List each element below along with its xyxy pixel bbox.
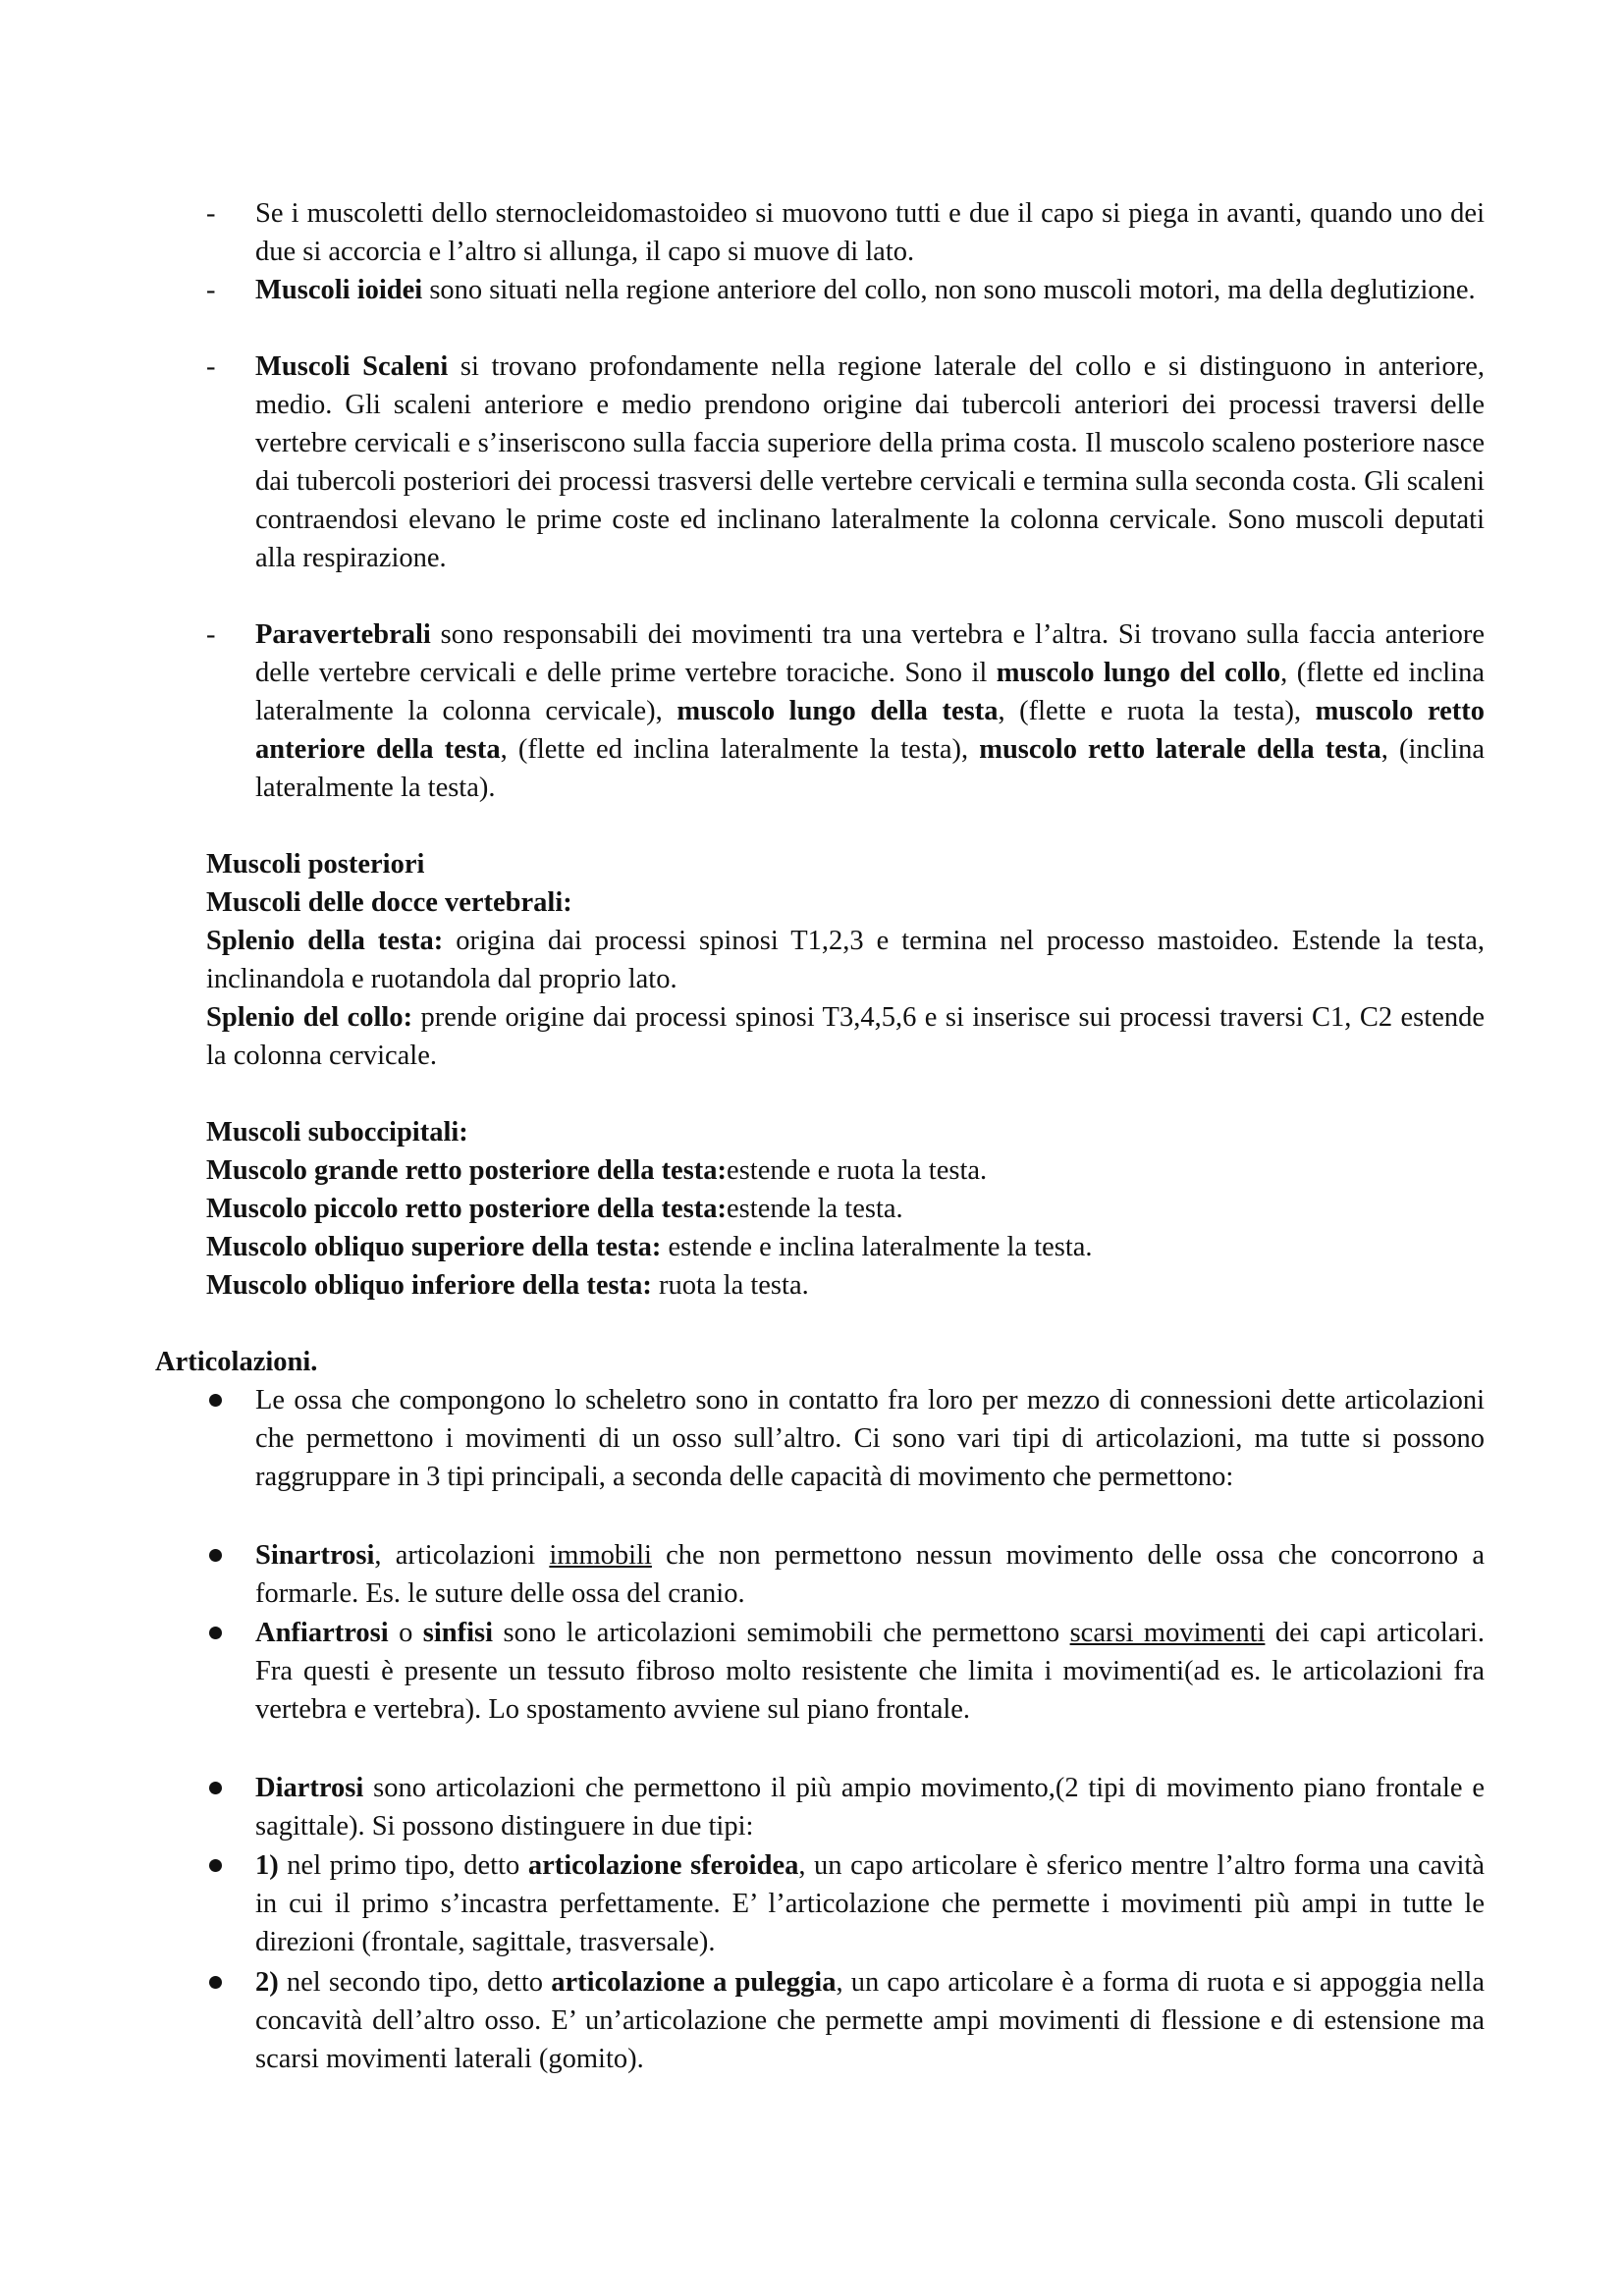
muscle-line: [206, 1266, 1485, 1305]
text-run: sono le articolazioni semimobili che permettono: [493, 1618, 1070, 1648]
bold-run: articolazione a puleggia: [551, 1967, 837, 1998]
list-item-text: [255, 1614, 1485, 1729]
list-item-text: [255, 1381, 1485, 1496]
text-run: , (flette ed inclina lateralmente la testa),: [500, 734, 980, 765]
text-run: Le ossa che compongono lo scheletro sono in contatto fra loro per mezzo di connessioni dette articolazioni che permettono i movimenti di un osso sull’altro. Ci sono vari tipi di articolazioni, ma tutte si possono raggruppare in 3 tipi principali, a seconda delle capacità di movimento che permettono:: [255, 1385, 1485, 1492]
bold-run: articolazione sferoidea: [527, 1850, 799, 1881]
muscle-line: [206, 1151, 1485, 1190]
muscle-line: [206, 1228, 1485, 1266]
dash-marker: -: [206, 198, 216, 229]
bullet-icon: [209, 1394, 222, 1407]
text-run: che non permettono nessun movimento delle ossa che concorrono a formarle. Es. le suture delle ossa del cranio.: [255, 1540, 1485, 1609]
text-run: , (inclina lateralmente la testa).: [255, 734, 1486, 803]
articulations-heading: Articolazioni.: [155, 1347, 318, 1377]
section-subtitle: Muscoli delle docce vertebrali:: [206, 887, 572, 918]
bold-run: Muscolo piccolo retto posteriore della testa:: [206, 1194, 728, 1224]
bold-run: 1): [255, 1850, 279, 1881]
text-run: , (flette e ruota la testa),: [998, 696, 1316, 726]
list-item-text: [255, 1846, 1485, 1961]
text-run: ruota la testa.: [651, 1270, 809, 1301]
bold-run: 2): [255, 1967, 279, 1998]
bold-run: Paravertebrali: [255, 619, 431, 650]
bullet-icon: [209, 1549, 222, 1562]
bold-run: Muscoli ioidei: [255, 275, 423, 305]
bold-run: Diartrosi: [255, 1773, 364, 1803]
bold-run: Muscolo obliquo superiore della testa:: [206, 1232, 662, 1262]
bold-run: Muscolo grande retto posteriore della testa:: [206, 1155, 728, 1186]
list-item-text: [255, 194, 1485, 271]
bold-run: muscolo retto anteriore della testa: [255, 696, 1485, 765]
bullet-icon: [209, 1627, 222, 1639]
list-item-text: [255, 615, 1485, 807]
bold-run: muscolo lungo del collo: [996, 658, 1281, 688]
text-run: estende e ruota la testa.: [727, 1155, 988, 1186]
list-item-text: [255, 1536, 1485, 1613]
bold-run: muscolo lungo della testa: [676, 696, 999, 726]
text-run: estende e inclina lateralmente la testa.: [661, 1232, 1093, 1262]
text-run: , un capo articolare è a forma di ruota e si appoggia nella concavità dell’altro osso. E’ un’articolazione che permette ampi movimenti di flessione e di estensione ma scarsi movimenti laterali (gomito).: [255, 1967, 1486, 2074]
text-run: prende origine dai processi spinosi T3,4,5,6 e si inserisce sui processi traversi C1, C2 estende la colonna cervicale.: [206, 1002, 1485, 1071]
suboccipital-muscles-section: [206, 1113, 1485, 1305]
text-run: sono situati nella regione anteriore del collo, non sono muscoli motori, ma della deglutizione.: [422, 275, 1476, 305]
text-run: sono articolazioni che permettono il più ampio movimento,(2 tipi di movimento piano frontale e sagittale). Si possono distinguere in due tipi:: [255, 1773, 1485, 1842]
underlined-run: immobili: [549, 1540, 652, 1571]
bold-run: Sinartrosi: [255, 1540, 375, 1571]
text-run: Se i muscoletti dello sternocleidomastoideo si muovono tutti e due il capo si piega in avanti, quando uno dei due si accorcia e l’altro si allunga, il capo si muove di lato.: [255, 198, 1485, 267]
bullet-icon: [209, 1859, 222, 1872]
text-run: dei capi articolari. Fra questi è presente un tessuto fibroso molto resistente che limita i movimenti(ad es. le articolazioni fra vertebra e vertebra). Lo spostamento avviene sul piano frontale.: [255, 1618, 1486, 1725]
text-run: origina dai processi spinosi T1,2,3 e termina nel processo mastoideo. Estende la testa, inclinandola e ruotandola dal proprio lato.: [206, 926, 1485, 994]
text-run: , un capo articolare è sferico mentre l’altro forma una cavità in cui il primo s’incastra perfettamente. E’ l’articolazione che permette i movimenti più ampi in tutte le direzioni (frontale, sagittale, trasversale).: [255, 1850, 1486, 1957]
text-run: , articolazioni: [374, 1540, 550, 1571]
bullet-icon: [209, 1976, 222, 1989]
muscle-paragraph: [206, 922, 1485, 998]
posterior-muscles-section: [206, 845, 1485, 1075]
text-run: estende la testa.: [727, 1194, 903, 1224]
bold-run: muscolo retto laterale della testa: [979, 734, 1381, 765]
bold-run: Muscoli Scaleni: [255, 351, 449, 382]
bold-run: Splenio del collo:: [206, 1002, 413, 1033]
text-run: nel primo tipo, detto: [278, 1850, 528, 1881]
bold-run: Muscolo obliquo inferiore della testa:: [206, 1270, 652, 1301]
text-run: , (flette ed inclina lateralmente la colonna cervicale),: [255, 658, 1485, 726]
list-item-text: [255, 271, 1485, 309]
muscle-paragraph: [206, 998, 1485, 1075]
text-run: sono responsabili dei movimenti tra una vertebra e l’altra. Si trovano sulla faccia anteriore delle vertebre cervicali e delle prime vertebre toraciche. Sono il: [255, 619, 1485, 688]
dash-marker: -: [206, 351, 216, 382]
bullet-icon: [209, 1782, 222, 1794]
text-run: si trovano profondamente nella regione laterale del collo e si distinguono in anteriore, medio. Gli scaleni anteriore e medio prendono origine dai tubercoli anteriori dei processi traversi delle vertebre cervicali e s’inseriscono sulla faccia superiore della prima costa. Il muscolo scaleno posteriore nasce dai tubercoli posteriori dei processi trasversi delle vertebre cervicali e termina sulla seconda costa. Gli scaleni contraendosi elevano le prime coste ed inclinano lateralmente la colonna cervicale. Sono muscoli deputati alla respirazione.: [255, 351, 1485, 573]
list-item-text: [255, 347, 1485, 577]
dash-marker: -: [206, 275, 216, 305]
bold-run: Splenio della testa:: [206, 926, 444, 956]
bold-run: sinfisi: [422, 1618, 494, 1648]
list-item-text: [255, 1963, 1485, 2078]
text-run: nel secondo tipo, detto: [278, 1967, 552, 1998]
text-run: o: [388, 1618, 423, 1648]
bold-run: Anfiartrosi: [255, 1618, 389, 1648]
underlined-run: scarsi movimenti: [1069, 1618, 1266, 1648]
list-item-text: [255, 1769, 1485, 1845]
section-title: Muscoli posteriori: [206, 849, 425, 880]
section-title: Muscoli suboccipitali:: [206, 1117, 468, 1148]
muscle-line: [206, 1190, 1485, 1228]
dash-marker: -: [206, 619, 216, 650]
